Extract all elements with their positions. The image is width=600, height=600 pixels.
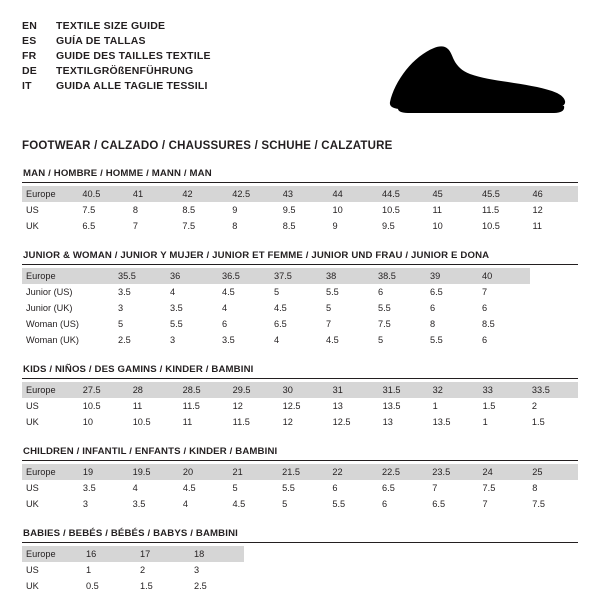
cell: 7	[482, 499, 488, 509]
cell: 21.5	[278, 464, 328, 480]
cell: 28.5	[179, 382, 229, 398]
cell: 6	[482, 303, 488, 313]
cell: 22.5	[378, 464, 428, 480]
cell: 9.5	[282, 205, 296, 215]
language-row	[22, 65, 211, 78]
cell: 11	[182, 417, 193, 427]
cell: 10.5	[82, 401, 101, 411]
section-title: BABIES / BEBÉS / BÉBÉS / BABYS / BAMBINI	[23, 528, 238, 539]
cell: 12.5	[332, 417, 351, 427]
language-title: TEXTILE SIZE GUIDE	[56, 20, 166, 32]
cell: 10	[332, 205, 343, 215]
cell: 30	[279, 382, 329, 398]
cell: 11	[432, 205, 443, 215]
cell: 10.5	[132, 417, 151, 427]
cell: 45.5	[478, 186, 529, 202]
cell: 10	[432, 221, 443, 231]
cell: 8	[132, 205, 139, 215]
table-row	[22, 546, 244, 562]
cell: 7.5	[482, 483, 496, 493]
cell: 7	[432, 483, 438, 493]
language-title: GUÍA DE TALLAS	[56, 35, 146, 47]
language-code: EN	[22, 20, 37, 32]
row-label: Europe	[22, 186, 78, 202]
cell: 12.5	[282, 401, 301, 411]
divider	[22, 542, 578, 543]
cell: 38	[322, 268, 374, 284]
table-row	[22, 300, 530, 316]
row-label: UK	[26, 499, 39, 509]
cell: 36	[166, 268, 218, 284]
table-row	[22, 578, 244, 594]
row-label: Woman (US)	[26, 319, 79, 329]
cell: 7	[326, 319, 332, 329]
cell: 6.5	[430, 287, 443, 297]
cell: 19.5	[129, 464, 179, 480]
cell: 8	[430, 319, 436, 329]
cell: 3	[82, 499, 89, 509]
cell: 12	[532, 205, 543, 215]
cell: 3.5	[118, 287, 131, 297]
section-babies	[22, 528, 578, 594]
cell: 1.5	[482, 401, 496, 411]
cell: 6	[378, 287, 384, 297]
cell: 38.5	[374, 268, 426, 284]
footwear-heading: FOOTWEAR / CALZADO / CHAUSSURES / SCHUHE / CALZATURE	[22, 140, 393, 152]
cell: 8.5	[182, 205, 196, 215]
table-row	[22, 284, 530, 300]
cell: 23.5	[428, 464, 478, 480]
cell: 5.5	[332, 499, 346, 509]
cell: 13	[332, 401, 343, 411]
row-label: Europe	[22, 546, 82, 562]
cell: 3	[194, 565, 200, 575]
cell: 43	[279, 186, 329, 202]
section-junior-woman	[22, 250, 578, 348]
cell: 11.5	[232, 417, 250, 427]
cell: 8	[232, 221, 238, 231]
row-label: US	[26, 401, 39, 411]
cell: 5.5	[430, 335, 443, 345]
size-table-kids	[22, 382, 578, 430]
cell: 22	[328, 464, 378, 480]
cell: 44	[329, 186, 378, 202]
cell: 6.5	[274, 319, 287, 329]
cell: 3	[118, 303, 124, 313]
row-label: Woman (UK)	[26, 335, 79, 345]
divider	[22, 264, 578, 265]
cell: 7	[482, 287, 488, 297]
cell: 35.5	[114, 268, 166, 284]
cell: 5	[232, 483, 238, 493]
table-row	[22, 218, 578, 234]
cell: 45	[428, 186, 477, 202]
divider	[22, 460, 578, 461]
table-row	[22, 186, 578, 202]
cell: 13.5	[432, 417, 451, 427]
language-title: TEXTILGRÖßENFÜHRUNG	[56, 65, 194, 77]
cell: 41	[129, 186, 178, 202]
cell: 24	[479, 464, 529, 480]
cell: 33.5	[528, 382, 578, 398]
size-table-man	[22, 186, 578, 234]
cell: 10.5	[381, 205, 400, 215]
language-code: FR	[22, 50, 37, 62]
cell: 10	[82, 417, 93, 427]
cell: 11	[532, 221, 542, 231]
cell: 5.5	[170, 319, 183, 329]
table-row	[22, 268, 530, 284]
cell: 42	[178, 186, 228, 202]
cell: 11.5	[481, 205, 500, 215]
row-label: US	[26, 565, 39, 575]
section-title: JUNIOR & WOMAN / JUNIOR Y MUJER / JUNIOR ET FEMME / JUNIOR UND FRAU / JUNIOR E DONA	[23, 250, 490, 261]
table-row	[22, 480, 578, 496]
cell: 27.5	[79, 382, 129, 398]
cell: 5	[118, 319, 124, 329]
table-row	[22, 414, 578, 430]
cell: 7.5	[82, 205, 96, 215]
table-row	[22, 382, 578, 398]
language-list	[22, 18, 211, 93]
table-row	[22, 202, 578, 218]
table-row	[22, 562, 244, 578]
language-row	[22, 35, 211, 48]
cell: 33	[479, 382, 528, 398]
cell: 5.5	[326, 287, 339, 297]
cell: 18	[190, 546, 244, 562]
cell: 4.5	[326, 335, 339, 345]
cell: 1.5	[531, 417, 545, 427]
cell: 40.5	[78, 186, 129, 202]
cell: 4.5	[182, 483, 196, 493]
cell: 42.5	[228, 186, 279, 202]
row-label: Junior (UK)	[26, 303, 73, 313]
language-code: ES	[22, 35, 37, 47]
cell: 36.5	[218, 268, 270, 284]
cell: 5.5	[282, 483, 295, 493]
cell: 2.5	[194, 581, 207, 591]
row-label: US	[26, 483, 39, 493]
cell: 8.5	[282, 221, 296, 231]
cell: 3.5	[170, 303, 183, 313]
cell: 4	[170, 287, 176, 297]
cell: 5.5	[378, 303, 391, 313]
language-code: DE	[22, 65, 37, 77]
cell: 3	[170, 335, 176, 345]
cell: 7.5	[182, 221, 196, 231]
language-row	[22, 80, 211, 93]
cell: 4	[182, 499, 188, 509]
cell: 29.5	[229, 382, 279, 398]
section-title: CHILDREN / INFANTIL / ENFANTS / KINDER / BAMBINI	[23, 446, 278, 457]
cell: 4.5	[232, 499, 246, 509]
section-title: MAN / HOMBRE / HOMME / MANN / MAN	[23, 168, 212, 179]
row-label: Junior (US)	[26, 287, 73, 297]
cell: 4	[132, 483, 138, 493]
row-label: UK	[26, 221, 39, 231]
cell: 20	[179, 464, 229, 480]
cell: 13.5	[382, 401, 401, 411]
cell: 12	[282, 417, 293, 427]
cell: 1	[86, 565, 92, 575]
table-row	[22, 464, 578, 480]
cell: 37.5	[270, 268, 322, 284]
row-label: Europe	[22, 382, 79, 398]
cell: 6.5	[432, 499, 446, 509]
cell: 9	[232, 205, 238, 215]
table-row	[22, 332, 530, 348]
language-title: GUIDA ALLE TAGLIE TESSILI	[56, 80, 208, 92]
cell: 4	[274, 335, 280, 345]
cell: 6	[430, 303, 436, 313]
divider	[22, 378, 578, 379]
cell: 6	[482, 335, 488, 345]
cell: 6	[382, 499, 388, 509]
cell: 5	[378, 335, 384, 345]
cell: 31.5	[379, 382, 429, 398]
language-row	[22, 20, 211, 33]
cell: 21	[228, 464, 278, 480]
cell: 4	[222, 303, 228, 313]
cell: 44.5	[378, 186, 429, 202]
cell: 10.5	[481, 221, 500, 231]
section-title: KIDS / NIÑOS / DES GAMINS / KINDER / BAMBINI	[23, 364, 254, 375]
cell: 5	[282, 499, 288, 509]
cell: 3.5	[82, 483, 96, 493]
cell: 17	[136, 546, 190, 562]
size-table-babies	[22, 546, 244, 594]
cell: 3.5	[222, 335, 235, 345]
cell: 11.5	[182, 401, 200, 411]
section-man	[22, 168, 578, 234]
cell: 3.5	[132, 499, 146, 509]
row-label: UK	[26, 417, 39, 427]
cell: 7.5	[378, 319, 391, 329]
dress-shoe-icon	[382, 30, 572, 126]
cell: 39	[426, 268, 478, 284]
cell: 12	[232, 401, 243, 411]
cell: 6.5	[82, 221, 96, 231]
cell: 9	[332, 221, 338, 231]
cell: 32	[429, 382, 479, 398]
divider	[22, 182, 578, 183]
cell: 28	[129, 382, 179, 398]
cell: 1.5	[140, 581, 153, 591]
cell: 2.5	[118, 335, 131, 345]
row-label: UK	[26, 581, 39, 591]
cell: 19	[79, 464, 129, 480]
cell: 40	[478, 268, 530, 284]
cell: 4.5	[274, 303, 287, 313]
header	[22, 18, 578, 126]
table-row	[22, 496, 578, 512]
table-row	[22, 398, 578, 414]
row-label: Europe	[22, 464, 79, 480]
cell: 13	[382, 417, 393, 427]
section-kids	[22, 364, 578, 430]
cell: 5	[326, 303, 332, 313]
section-children	[22, 446, 578, 512]
cell: 5	[274, 287, 280, 297]
cell: 1	[432, 401, 438, 411]
language-code: IT	[22, 80, 32, 92]
language-row	[22, 50, 211, 63]
cell: 2	[140, 565, 146, 575]
cell: 1	[482, 417, 488, 427]
cell: 6	[332, 483, 338, 493]
size-table-junior-woman	[22, 268, 530, 348]
cell: 6.5	[382, 483, 395, 493]
cell: 8.5	[482, 319, 495, 329]
cell: 6	[222, 319, 228, 329]
cell: 2	[531, 401, 538, 411]
cell: 16	[82, 546, 136, 562]
table-row	[22, 316, 530, 332]
cell: 11	[132, 401, 143, 411]
cell: 7.5	[532, 499, 545, 509]
language-title: GUIDE DES TAILLES TEXTILE	[56, 50, 211, 62]
cell: 7	[132, 221, 139, 231]
row-label: US	[26, 205, 39, 215]
cell: 9.5	[381, 221, 395, 231]
cell: 31	[329, 382, 379, 398]
size-table-children	[22, 464, 578, 512]
row-label: Europe	[22, 268, 114, 284]
cell: 8	[532, 483, 538, 493]
cell: 0.5	[86, 581, 99, 591]
cell: 46	[528, 186, 578, 202]
cell: 25	[528, 464, 578, 480]
cell: 4.5	[222, 287, 235, 297]
